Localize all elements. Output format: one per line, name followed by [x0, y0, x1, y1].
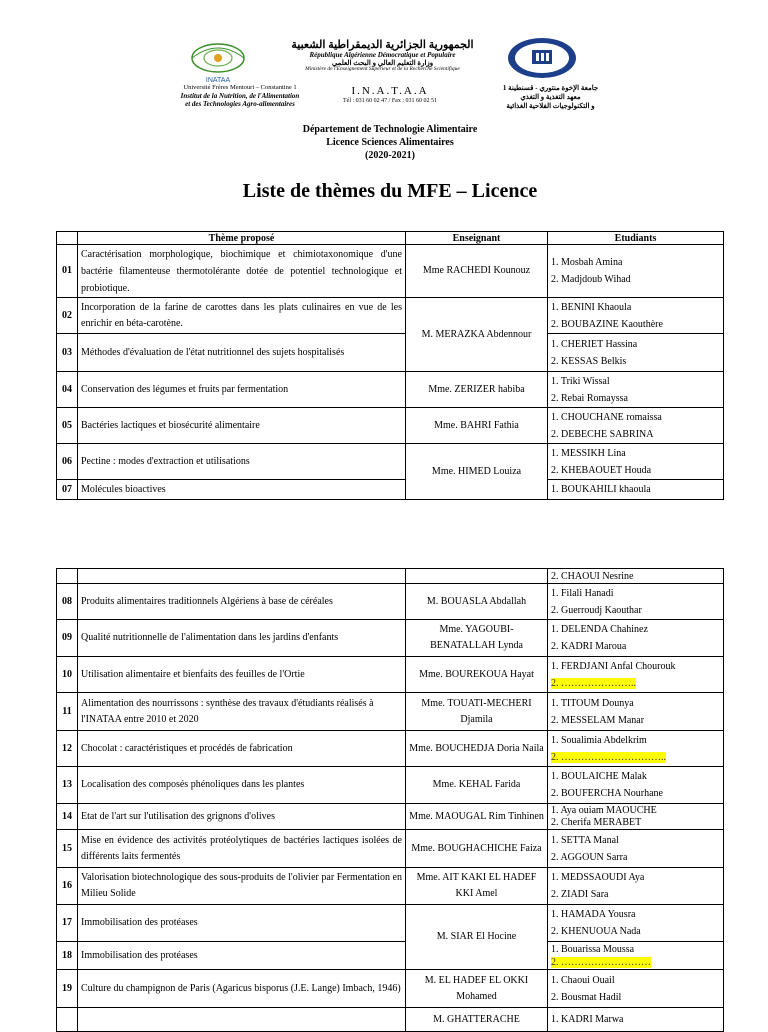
table-row: [57, 334, 724, 372]
placeholder-highlight: 2. ………………………: [551, 956, 651, 968]
row-students: [548, 657, 724, 693]
row-theme: Alimentation des nourrissons : synthèse des travaux d'étudiants réalisés à l'INATAA entre 2010 et 2020: [78, 693, 406, 731]
row-teacher: M. BOUASLA Abdallah: [406, 584, 548, 620]
student-name: 1. Soualimia Abdelkrim: [551, 734, 647, 746]
table-header-row: [57, 232, 724, 245]
ministry-arabic: وزارة التعليم العالي و البحث العلمي: [331, 59, 434, 67]
row-students: [548, 408, 724, 444]
student-name: 1. Mosbah Amina: [551, 257, 623, 268]
row-number: 09: [57, 620, 78, 657]
table-row: [57, 584, 724, 620]
row-theme: Conservation des légumes et fruits par fermentation: [78, 372, 406, 408]
student-name: 1. MEDSSAOUDI Aya: [551, 872, 645, 883]
student-name: 1. DELENDA Chahinez: [551, 624, 648, 635]
student-name: 1. KADRI Marwa: [551, 1014, 624, 1025]
student-name: 2. BOUFERCHA Nourhane: [551, 788, 663, 799]
row-number: 06: [57, 444, 78, 480]
row-students: [548, 942, 724, 970]
table-row: [57, 1008, 724, 1032]
university-seal-icon: [506, 36, 578, 80]
student-name: 1. Filali Hanadi: [551, 587, 614, 599]
row-students: [548, 767, 724, 804]
row-theme: Produits alimentaires traditionnels Algériens à base de céréales: [78, 584, 406, 620]
row-theme: Mise en évidence des activités protéolytiques de bactéries lactiques isolées de différents laits fermentés: [78, 830, 406, 868]
row-teacher: Mme. HIMED Louiza: [406, 444, 548, 500]
department-name: Département de Technologie Alimentaire: [302, 124, 478, 135]
header-theme: Thème proposé: [78, 232, 406, 245]
row-students: [548, 245, 724, 298]
institute-acronym: I.N.A.T.A.A: [351, 85, 429, 97]
row-number: 19: [57, 970, 78, 1008]
table-row: [57, 830, 724, 868]
uni-left-line1: Université Frères Mentouri – Constantine 1: [183, 84, 297, 91]
student-name: [551, 675, 720, 692]
row-number: 05: [57, 408, 78, 444]
row-students: [548, 584, 724, 620]
row-theme: Incorporation de la farine de carottes dans les plats culinaires en vue de les enrichir en béta-carotène.: [78, 298, 406, 334]
header-num: [57, 232, 78, 245]
row-teacher: [406, 569, 548, 584]
header-students: Etudiants: [548, 232, 724, 245]
row-theme: Etat de l'art sur l'utilisation des grignons d'olives: [78, 804, 406, 830]
row-number: 15: [57, 830, 78, 868]
row-number: 07: [57, 480, 78, 500]
table-row: [57, 569, 724, 584]
row-theme: Méthodes d'évaluation de l'état nutritionnel des sujets hospitalisés: [78, 334, 406, 372]
row-theme: Caractérisation morphologique, biochimique et chimiotaxonomique d'une bactérie filamenteuse thermotolérante dotée de potentiel technologique et probiotique.: [78, 245, 406, 298]
table-row: [57, 970, 724, 1008]
uni-right-line1: جامعة الإخوة منتوري - قسنطينة 1: [502, 84, 599, 92]
student-name: 1. BOULAICHE Malak: [551, 771, 647, 782]
table-row: [57, 657, 724, 693]
row-students: [548, 1008, 724, 1032]
row-teacher: M. MERAZKA Abdennour: [406, 298, 548, 372]
student-name: 2. Madjdoub Wihad: [551, 274, 631, 285]
table-row: [57, 245, 724, 298]
student-name: 2. MESSELAM Manar: [551, 714, 645, 726]
row-number: 18: [57, 942, 78, 970]
student-name: 2. KESSAS Belkis: [551, 355, 627, 367]
row-teacher: M. GHATTERACHE: [406, 1008, 548, 1032]
logo-left-text: INATAA: [205, 77, 231, 84]
student-name: [551, 956, 720, 969]
row-theme: [78, 569, 406, 584]
table-row: [57, 444, 724, 480]
student-name: [551, 749, 720, 766]
table-row: [57, 480, 724, 500]
table-row: [57, 372, 724, 408]
header-teacher: Enseignant: [406, 232, 548, 245]
table-row: [57, 731, 724, 767]
themes-table-part2: [56, 568, 724, 1032]
inataa-logo-icon: [180, 38, 256, 86]
row-theme: Immobilisation des protéases: [78, 905, 406, 942]
row-students: [548, 868, 724, 905]
student-name: 2. Guerroudj Kaouthar: [551, 604, 642, 616]
student-name: 2. DEBECHE SABRINA: [551, 428, 654, 440]
student-name: 2. CHAOUI Nesrine: [551, 570, 634, 582]
contact-line: Tél : 031 60 02 47 / Fax : 031 60 02 51: [343, 98, 437, 104]
row-teacher: Mme. AIT KAKI EL HADEF KKI Amel: [406, 868, 548, 905]
department-block: [0, 123, 768, 162]
row-theme: Culture du champignon de Paris (Agaricus bisporus (J.E. Lange) Imbach, 1946): [78, 970, 406, 1008]
row-number: 10: [57, 657, 78, 693]
uni-right-line3: و التكنولوجيات الفلاحية الغذائية: [506, 102, 595, 110]
row-number: 03: [57, 334, 78, 372]
row-number: [57, 569, 78, 584]
row-students: [548, 569, 724, 584]
row-number: 17: [57, 905, 78, 942]
row-students: [548, 444, 724, 480]
republic-french: République Algérienne Démocratique et Populaire: [309, 51, 456, 59]
table-row: [57, 620, 724, 657]
licence-name: Licence Sciences Alimentaires: [326, 137, 454, 148]
ministry-french: Ministère de l'Enseignement Supérieur et de la Recherche Scientifique: [305, 66, 460, 72]
student-name: 2. KHEBAOUET Houda: [551, 464, 652, 476]
placeholder-highlight: 2. …………………………..: [551, 751, 666, 763]
row-students: [548, 905, 724, 942]
row-teacher: M. EL HADEF EL OKKI Mohamed: [406, 970, 548, 1008]
row-theme: Pectine : modes d'extraction et utilisations: [78, 444, 406, 480]
student-name: 2. AGGOUN Sarra: [551, 851, 628, 863]
row-number: [57, 1008, 78, 1032]
row-number: 13: [57, 767, 78, 804]
row-students: [548, 693, 724, 731]
row-teacher: Mme. YAGOUBI-BENATALLAH Lynda: [406, 620, 548, 657]
row-number: 12: [57, 731, 78, 767]
row-students: [548, 804, 724, 830]
student-name: 1. BOUKAHILI khaoula: [551, 484, 651, 495]
student-name: 2. Bousmat Hadil: [551, 991, 622, 1003]
academic-year: (2020-2021): [365, 150, 415, 161]
uni-left-line3: et des Technologies Agro-alimentaires: [185, 100, 295, 108]
row-teacher: M. SIAR El Hocine: [406, 905, 548, 970]
row-teacher: Mme. KEHAL Farida: [406, 767, 548, 804]
republic-arabic: الجمهورية الجزائرية الديمقراطية الشعبية: [291, 39, 474, 51]
table-row: [57, 942, 724, 970]
table-row: [57, 905, 724, 942]
student-name: 2. ZIADI Sara: [551, 889, 609, 900]
row-theme: Chocolat : caractéristiques et procédés de fabrication: [78, 731, 406, 767]
row-teacher: Mme. BOUCHEDJA Doria Naila: [406, 731, 548, 767]
university-right: [478, 84, 623, 111]
row-teacher: Mme RACHEDI Kounouz: [406, 245, 548, 298]
student-name: 1. CHERIET Hassina: [551, 338, 638, 350]
uni-left-line2: Institut de la Nutrition, de l'Alimentation: [180, 92, 300, 100]
row-number: 08: [57, 584, 78, 620]
student-name: 2. Rebai Romayssa: [551, 392, 628, 404]
row-theme: [78, 1008, 406, 1032]
row-students: [548, 970, 724, 1008]
student-name: 1. HAMADA Yousra: [551, 909, 636, 920]
page-title: Liste de thèmes du MFE – Licence: [242, 180, 538, 202]
row-students: [548, 830, 724, 868]
row-students: [548, 620, 724, 657]
table-row: [57, 298, 724, 334]
student-name: 1. Chaoui Ouail: [551, 974, 615, 986]
row-number: 02: [57, 298, 78, 334]
row-students: [548, 480, 724, 500]
student-name: 1. BENINI Khaoula: [551, 301, 632, 313]
table-row: [57, 804, 724, 830]
themes-table-part1: [56, 231, 724, 500]
student-name: 1. MESSIKH Lina: [551, 447, 626, 459]
row-students: [548, 372, 724, 408]
row-teacher: Mme. MAOUGAL Rim Tinhinen: [406, 804, 548, 830]
row-theme: Valorisation biotechnologique des sous-produits de l'olivier par Fermentation en Milieu Solide: [78, 868, 406, 905]
table-row: [57, 767, 724, 804]
student-name: 2. BOUBAZINE Kaouthère: [551, 318, 663, 330]
student-name: 1. Bouarissa Moussa: [551, 943, 635, 955]
row-theme: Bactéries lactiques et biosécurité alimentaire: [78, 408, 406, 444]
row-students: [548, 334, 724, 372]
row-teacher: Mme. ZERIZER habiba: [406, 372, 548, 408]
table-row: [57, 408, 724, 444]
row-number: 16: [57, 868, 78, 905]
uni-right-line2: معهد التغذية و التغذي: [520, 93, 581, 101]
table-row: [57, 868, 724, 905]
student-name: 1. Aya ouiam MAOUCHE: [551, 804, 657, 816]
row-teacher: Mme. BOUREKOUA Hayat: [406, 657, 548, 693]
row-number: 11: [57, 693, 78, 731]
letterhead: [0, 0, 768, 170]
row-theme: Qualité nutritionnelle de l'alimentation dans les jardins d'enfants: [78, 620, 406, 657]
row-number: 04: [57, 372, 78, 408]
student-name: 1. Triki Wissal: [551, 375, 610, 387]
row-teacher: Mme. BOUGHACHICHE Faiza: [406, 830, 548, 868]
row-teacher: Mme. TOUATI-MECHERI Djamila: [406, 693, 548, 731]
row-theme: Molécules bioactives: [78, 480, 406, 500]
row-students: [548, 298, 724, 334]
row-theme: Localisation des composés phénoliques dans les plantes: [78, 767, 406, 804]
student-name: 2. KADRI Maroua: [551, 641, 627, 652]
student-name: 1. CHOUCHANE romaissa: [551, 411, 662, 423]
row-number: 14: [57, 804, 78, 830]
row-number: 01: [57, 245, 78, 298]
placeholder-highlight: 2. …………………..: [551, 677, 636, 689]
student-name: 1. FERDJANI Anfal Chourouk: [551, 660, 676, 672]
student-name: 2. Cherifa MERABET: [551, 816, 642, 828]
student-name: 1. SETTA Manal: [551, 834, 619, 846]
student-name: 1. TITOUM Dounya: [551, 697, 634, 709]
row-theme: Immobilisation des protéases: [78, 942, 406, 970]
table-row: [57, 693, 724, 731]
row-students: [548, 731, 724, 767]
row-teacher: Mme. BAHRI Fathia: [406, 408, 548, 444]
university-left: [145, 84, 335, 108]
row-theme: Utilisation alimentaire et bienfaits des feuilles de l'Ortie: [78, 657, 406, 693]
student-name: 2. KHENUOUA Nada: [551, 926, 641, 937]
